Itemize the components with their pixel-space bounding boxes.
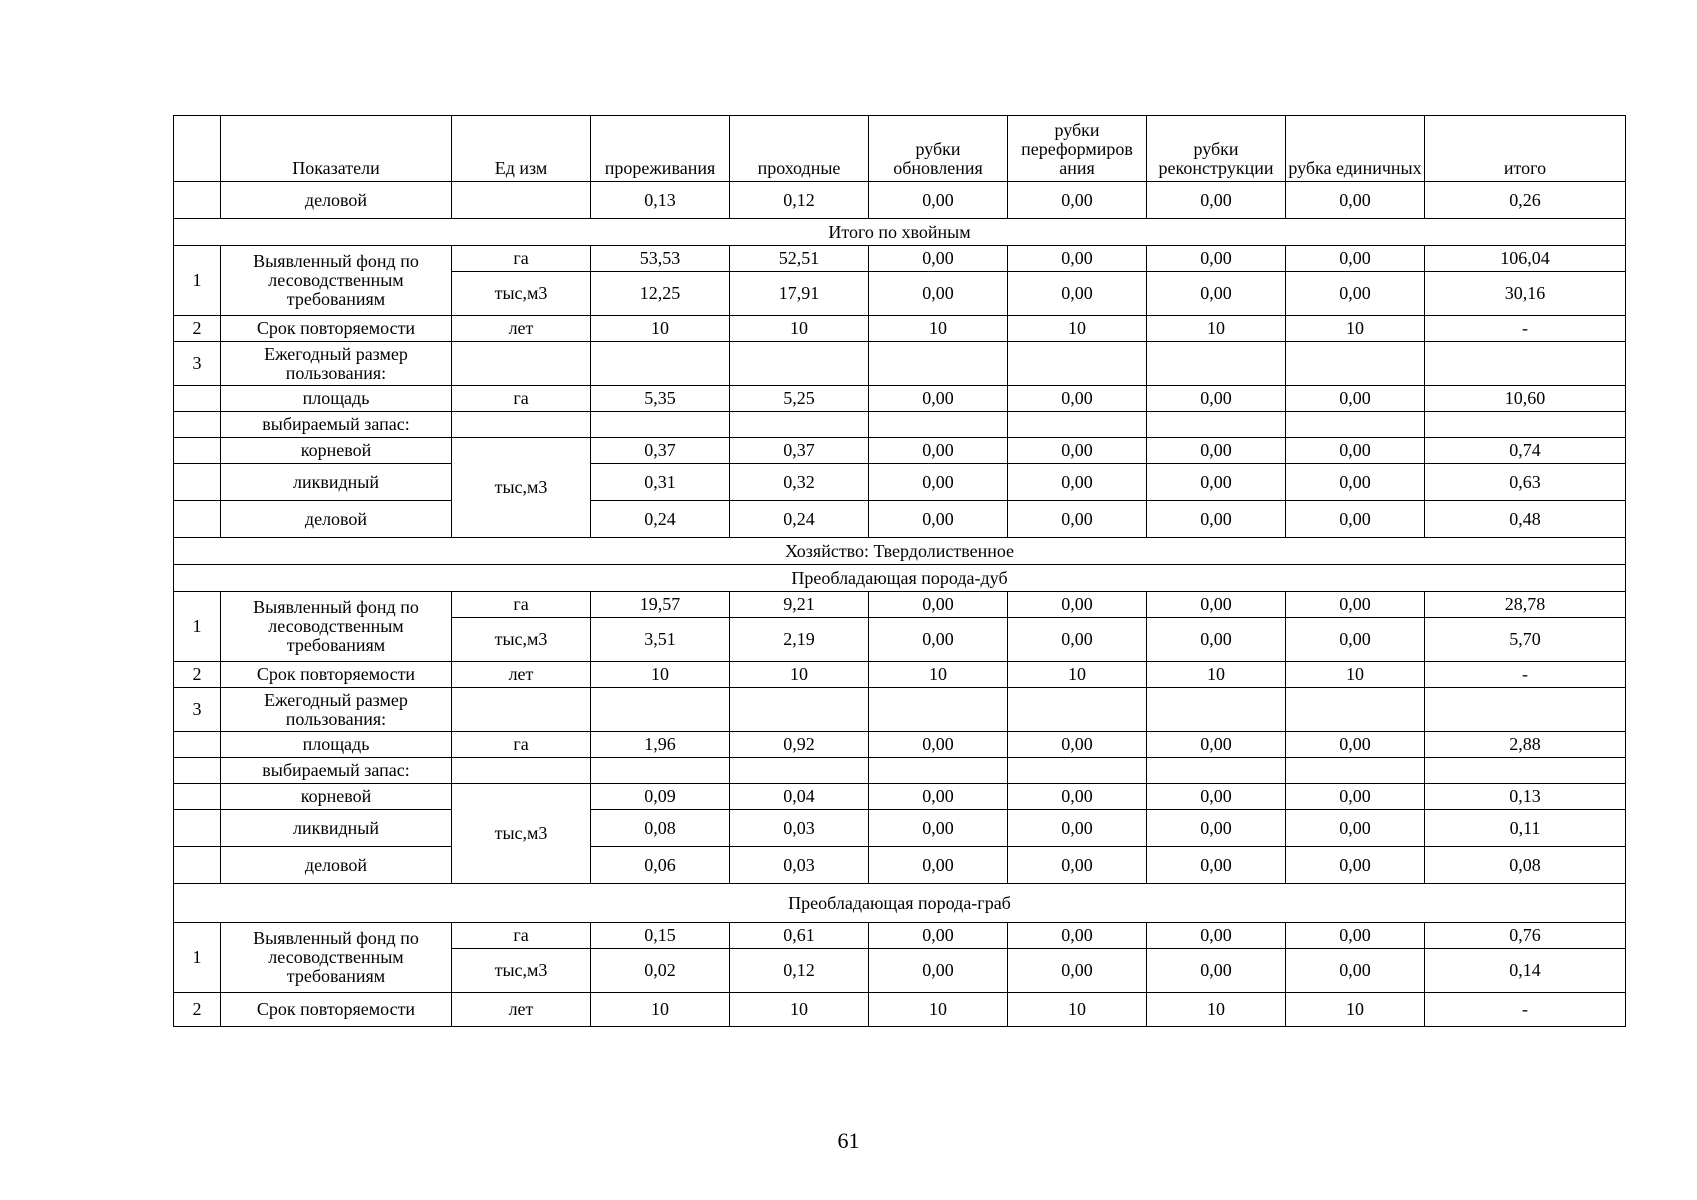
table-cell xyxy=(1286,412,1425,438)
table-cell: 0,00 xyxy=(1286,810,1425,847)
table-cell xyxy=(591,342,730,386)
table-cell: 0,00 xyxy=(1008,810,1147,847)
table-cell: 0,00 xyxy=(1008,501,1147,538)
table-cell: 0,00 xyxy=(1008,246,1147,272)
table-cell: 0,00 xyxy=(1008,949,1147,993)
row-num xyxy=(174,412,221,438)
table-cell: 0,00 xyxy=(1008,182,1147,219)
table-cell xyxy=(730,688,869,732)
table-cell: 10 xyxy=(1008,662,1147,688)
table-cell xyxy=(730,412,869,438)
row-num: 2 xyxy=(174,993,221,1027)
table-cell: 10 xyxy=(1008,316,1147,342)
row-label: деловой xyxy=(221,182,452,219)
table-row xyxy=(174,182,1626,219)
table-cell xyxy=(591,412,730,438)
table-cell: 0,00 xyxy=(1147,246,1286,272)
table-cell: 17,91 xyxy=(730,272,869,316)
table-row xyxy=(174,784,1626,810)
table-cell: 0,00 xyxy=(1147,182,1286,219)
row-label: ликвидный xyxy=(221,810,452,847)
table-row xyxy=(174,732,1626,758)
table-cell: 0,00 xyxy=(1286,272,1425,316)
row-label: площадь xyxy=(221,386,452,412)
row-unit xyxy=(452,182,591,219)
table-cell: 0,00 xyxy=(869,386,1008,412)
table-cell: 0,00 xyxy=(869,246,1008,272)
table-cell: 0,32 xyxy=(730,464,869,501)
table-cell: 0,00 xyxy=(1286,732,1425,758)
table-cell: 0,02 xyxy=(591,949,730,993)
table-cell: 0,00 xyxy=(1147,810,1286,847)
table-cell: 10 xyxy=(730,316,869,342)
row-label: Срок повторяемости xyxy=(221,316,452,342)
table-cell: 10 xyxy=(730,662,869,688)
table-cell: 0,00 xyxy=(869,847,1008,884)
table-row xyxy=(174,923,1626,949)
table-cell: 0,00 xyxy=(869,732,1008,758)
table-cell: 0,48 xyxy=(1425,501,1626,538)
row-label: Срок повторяемости xyxy=(221,993,452,1027)
row-label: Ежегодный размер пользования: xyxy=(221,688,452,732)
table-cell: 52,51 xyxy=(730,246,869,272)
section-title: Преобладающая порода-граб xyxy=(174,884,1626,923)
table-cell: 0,00 xyxy=(1286,618,1425,662)
table-cell: 0,00 xyxy=(1008,784,1147,810)
row-unit: га xyxy=(452,732,591,758)
row-unit: тыс,м3 xyxy=(452,949,591,993)
table-cell: 0,13 xyxy=(1425,784,1626,810)
table-cell: 0,00 xyxy=(1147,732,1286,758)
table-cell: 0,37 xyxy=(591,438,730,464)
table-cell: 0,00 xyxy=(1008,464,1147,501)
table-cell: 0,37 xyxy=(730,438,869,464)
table-cell: 0,03 xyxy=(730,847,869,884)
header-reformation: рубки переформиров ания xyxy=(1008,116,1147,182)
table-cell: 0,00 xyxy=(1286,949,1425,993)
row-num: 2 xyxy=(174,316,221,342)
table-cell: 0,00 xyxy=(869,784,1008,810)
header-reconstruction: рубки реконструкции xyxy=(1147,116,1286,182)
table-cell: 10 xyxy=(591,316,730,342)
row-unit: га xyxy=(452,386,591,412)
table-cell: 10 xyxy=(1147,993,1286,1027)
table-cell: 0,15 xyxy=(591,923,730,949)
table-cell: 10,60 xyxy=(1425,386,1626,412)
table-cell: 0,24 xyxy=(591,501,730,538)
section-title: Преобладающая порода-дуб xyxy=(174,565,1626,592)
row-num xyxy=(174,758,221,784)
table-cell: 0,00 xyxy=(869,182,1008,219)
table-cell: 0,00 xyxy=(1147,618,1286,662)
table-cell xyxy=(452,412,591,438)
table-cell xyxy=(452,688,591,732)
header-passage: проходные xyxy=(730,116,869,182)
table-cell: 0,00 xyxy=(1286,592,1425,618)
table-cell: 0,00 xyxy=(1147,464,1286,501)
row-num xyxy=(174,182,221,219)
table-cell: 0,12 xyxy=(730,182,869,219)
table-cell: 10 xyxy=(1147,316,1286,342)
table-cell: 10 xyxy=(1147,662,1286,688)
row-unit: га xyxy=(452,246,591,272)
row-num xyxy=(174,501,221,538)
table-cell: 0,00 xyxy=(1147,272,1286,316)
row-label: Выявленный фонд по лесоводственным требованиям xyxy=(221,246,452,316)
row-unit: лет xyxy=(452,316,591,342)
row-unit: лет xyxy=(452,993,591,1027)
table-cell: 10 xyxy=(869,316,1008,342)
table-cell: 0,09 xyxy=(591,784,730,810)
table-cell: - xyxy=(1425,316,1626,342)
table-cell: 0,00 xyxy=(1147,923,1286,949)
row-unit: га xyxy=(452,592,591,618)
row-num xyxy=(174,810,221,847)
table-row xyxy=(174,412,1626,438)
table-cell: 0,00 xyxy=(1008,386,1147,412)
table-row xyxy=(174,810,1626,847)
table-cell: 10 xyxy=(869,662,1008,688)
table-cell: 0,61 xyxy=(730,923,869,949)
table-cell: 0,00 xyxy=(1008,592,1147,618)
table-row xyxy=(174,342,1626,386)
table-cell: 0,00 xyxy=(869,810,1008,847)
table-cell xyxy=(1008,412,1147,438)
table-cell: 5,25 xyxy=(730,386,869,412)
table-row xyxy=(174,662,1626,688)
table-row xyxy=(174,993,1626,1027)
table-cell: 0,00 xyxy=(869,272,1008,316)
table-cell xyxy=(1286,342,1425,386)
section-row xyxy=(174,565,1626,592)
table-cell: 10 xyxy=(869,993,1008,1027)
table-cell: 0,00 xyxy=(1147,949,1286,993)
table-cell: 0,00 xyxy=(1286,438,1425,464)
table-cell: 0,00 xyxy=(1147,784,1286,810)
table-cell: 0,00 xyxy=(1286,784,1425,810)
row-num: 1 xyxy=(174,246,221,316)
table-cell: 3,51 xyxy=(591,618,730,662)
header-indicator: Показатели xyxy=(221,116,452,182)
table-cell: 0,92 xyxy=(730,732,869,758)
forest-usage-table xyxy=(173,115,1626,1027)
table-cell: 9,21 xyxy=(730,592,869,618)
table-cell xyxy=(1147,758,1286,784)
table-cell: 0,00 xyxy=(869,438,1008,464)
table-cell: 2,88 xyxy=(1425,732,1626,758)
table-cell: 0,00 xyxy=(1286,847,1425,884)
table-cell xyxy=(730,758,869,784)
table-cell xyxy=(452,342,591,386)
table-cell xyxy=(869,758,1008,784)
table-cell xyxy=(1147,342,1286,386)
row-num xyxy=(174,847,221,884)
table-cell: 0,00 xyxy=(1286,501,1425,538)
table-cell: 106,04 xyxy=(1425,246,1626,272)
header-single: рубка единичных xyxy=(1286,116,1425,182)
table-cell: 0,00 xyxy=(1008,618,1147,662)
table-cell: 0,08 xyxy=(591,810,730,847)
table-cell xyxy=(1425,342,1626,386)
row-unit: тыс,м3 xyxy=(452,784,591,884)
table-cell: 0,00 xyxy=(1008,923,1147,949)
row-num xyxy=(174,464,221,501)
row-label: площадь xyxy=(221,732,452,758)
row-label: деловой xyxy=(221,501,452,538)
section-row xyxy=(174,884,1626,923)
row-label: ликвидный xyxy=(221,464,452,501)
header-num xyxy=(174,116,221,182)
table-cell xyxy=(1008,342,1147,386)
table-cell xyxy=(869,688,1008,732)
table-cell: 0,00 xyxy=(1008,272,1147,316)
table-cell: 0,31 xyxy=(591,464,730,501)
row-unit: тыс,м3 xyxy=(452,438,591,538)
table-cell: 0,00 xyxy=(1147,501,1286,538)
table-cell: 0,00 xyxy=(1286,923,1425,949)
table-row xyxy=(174,246,1626,272)
table-cell: 0,76 xyxy=(1425,923,1626,949)
table-cell xyxy=(730,342,869,386)
table-cell: 5,35 xyxy=(591,386,730,412)
table-cell: 0,00 xyxy=(1286,246,1425,272)
table-cell: 0,00 xyxy=(1147,847,1286,884)
page-number: 61 xyxy=(837,1128,860,1153)
table-cell xyxy=(1425,688,1626,732)
table-cell: 19,57 xyxy=(591,592,730,618)
row-num: 1 xyxy=(174,592,221,662)
row-num: 3 xyxy=(174,342,221,386)
row-num xyxy=(174,386,221,412)
table-cell: 0,63 xyxy=(1425,464,1626,501)
table-cell: 12,25 xyxy=(591,272,730,316)
table-cell: 0,00 xyxy=(1147,438,1286,464)
section-title: Хозяйство: Твердолиственное xyxy=(174,538,1626,565)
table-cell: 10 xyxy=(591,662,730,688)
row-unit: га xyxy=(452,923,591,949)
table-row xyxy=(174,592,1626,618)
table-cell: 0,00 xyxy=(869,464,1008,501)
table-cell: 0,00 xyxy=(1147,386,1286,412)
row-label: корневой xyxy=(221,784,452,810)
table-cell: 0,00 xyxy=(869,501,1008,538)
table-header-row xyxy=(174,116,1626,182)
row-label: Выявленный фонд по лесоводственным требованиям xyxy=(221,592,452,662)
table-cell: 0,04 xyxy=(730,784,869,810)
table-cell: 10 xyxy=(1008,993,1147,1027)
row-label: деловой xyxy=(221,847,452,884)
section-row xyxy=(174,219,1626,246)
table-cell: 1,96 xyxy=(591,732,730,758)
table-cell xyxy=(869,412,1008,438)
row-num xyxy=(174,438,221,464)
table-cell: 10 xyxy=(591,993,730,1027)
table-cell: 0,74 xyxy=(1425,438,1626,464)
table-cell: - xyxy=(1425,662,1626,688)
table-cell: 0,00 xyxy=(1286,386,1425,412)
table-cell: 53,53 xyxy=(591,246,730,272)
table-row xyxy=(174,386,1626,412)
table-cell: 28,78 xyxy=(1425,592,1626,618)
table-cell: 0,06 xyxy=(591,847,730,884)
header-renewal: рубки обновления xyxy=(869,116,1008,182)
table-cell xyxy=(1425,412,1626,438)
table-cell xyxy=(1008,758,1147,784)
table-cell: 10 xyxy=(1286,316,1425,342)
header-thinning: прореживания xyxy=(591,116,730,182)
row-num xyxy=(174,784,221,810)
table-row xyxy=(174,847,1626,884)
table-row xyxy=(174,316,1626,342)
row-label: Срок повторяемости xyxy=(221,662,452,688)
row-unit: лет xyxy=(452,662,591,688)
table-cell xyxy=(1286,758,1425,784)
table-cell: 10 xyxy=(1286,993,1425,1027)
table-cell: 0,00 xyxy=(1008,438,1147,464)
table-cell: 0,00 xyxy=(869,923,1008,949)
row-num xyxy=(174,732,221,758)
table-cell: 0,00 xyxy=(1008,732,1147,758)
table-cell: 30,16 xyxy=(1425,272,1626,316)
table-cell: 0,26 xyxy=(1425,182,1626,219)
table-cell xyxy=(591,758,730,784)
row-num: 2 xyxy=(174,662,221,688)
table-row xyxy=(174,758,1626,784)
header-unit: Ед изм xyxy=(452,116,591,182)
table-cell: 0,00 xyxy=(1286,464,1425,501)
table-cell: - xyxy=(1425,993,1626,1027)
table-cell: 0,12 xyxy=(730,949,869,993)
section-title: Итого по хвойным xyxy=(174,219,1626,246)
table-row xyxy=(174,464,1626,501)
header-total: итого xyxy=(1425,116,1626,182)
row-label: корневой xyxy=(221,438,452,464)
table-cell xyxy=(591,688,730,732)
table-row xyxy=(174,501,1626,538)
row-label: выбираемый запас: xyxy=(221,412,452,438)
table-cell: 0,24 xyxy=(730,501,869,538)
table-cell xyxy=(869,342,1008,386)
table-cell: 10 xyxy=(730,993,869,1027)
table-cell: 0,11 xyxy=(1425,810,1626,847)
table-cell xyxy=(1147,412,1286,438)
table-cell xyxy=(1286,688,1425,732)
table-cell xyxy=(452,758,591,784)
table-cell: 0,00 xyxy=(869,618,1008,662)
row-label: Ежегодный размер пользования: xyxy=(221,342,452,386)
table-cell: 0,08 xyxy=(1425,847,1626,884)
table-cell xyxy=(1425,758,1626,784)
section-row xyxy=(174,538,1626,565)
table-cell: 0,00 xyxy=(1008,847,1147,884)
table-cell: 2,19 xyxy=(730,618,869,662)
table-cell: 0,00 xyxy=(869,949,1008,993)
table-cell: 0,00 xyxy=(1147,592,1286,618)
table-row xyxy=(174,688,1626,732)
table-row xyxy=(174,438,1626,464)
table-cell: 10 xyxy=(1286,662,1425,688)
table-cell: 0,00 xyxy=(869,592,1008,618)
table-cell: 0,14 xyxy=(1425,949,1626,993)
row-label: выбираемый запас: xyxy=(221,758,452,784)
row-unit: тыс,м3 xyxy=(452,272,591,316)
row-unit: тыс,м3 xyxy=(452,618,591,662)
row-num: 1 xyxy=(174,923,221,993)
row-label: Выявленный фонд по лесоводственным требованиям xyxy=(221,923,452,993)
table-cell: 0,00 xyxy=(1286,182,1425,219)
row-num: 3 xyxy=(174,688,221,732)
table-cell: 0,13 xyxy=(591,182,730,219)
table-cell: 0,03 xyxy=(730,810,869,847)
table-cell: 5,70 xyxy=(1425,618,1626,662)
table-cell xyxy=(1008,688,1147,732)
table-cell xyxy=(1147,688,1286,732)
